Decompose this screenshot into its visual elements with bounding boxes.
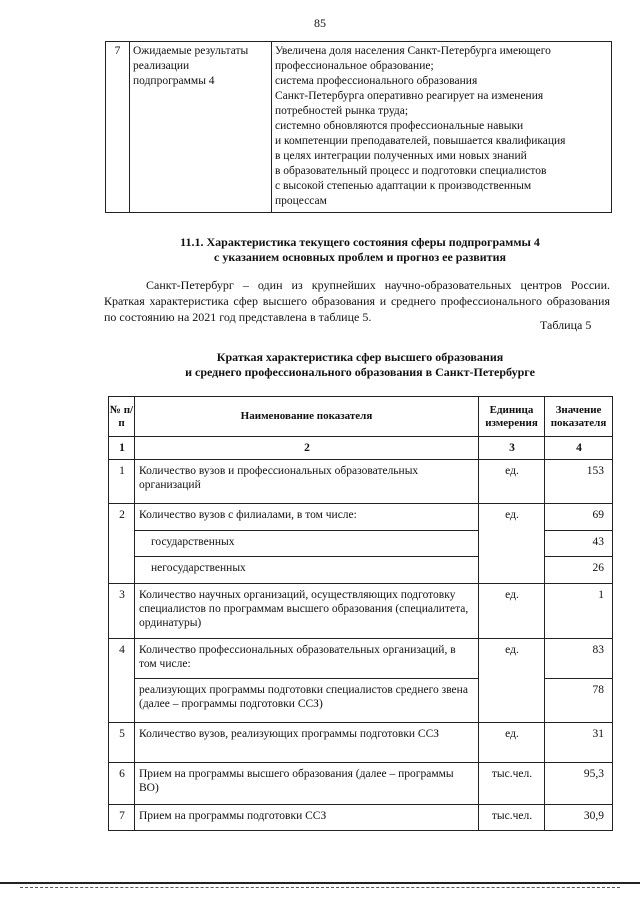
table-row: 3 Количество научных организаций, осуществляющих подготовку специалистов по программам высшего образования (специалитета, ординатуры) ед. 1 bbox=[109, 584, 613, 639]
table-row: реализующих программы подготовки специалистов среднего звена (далее – программы подготовки ССЗ) 78 bbox=[109, 679, 613, 723]
header-name: Наименование показателя bbox=[135, 397, 479, 437]
page-number: 85 bbox=[314, 16, 326, 30]
header-num: № п/п bbox=[109, 397, 135, 437]
page-bottom-rule bbox=[0, 882, 640, 884]
table-header-row bbox=[109, 397, 613, 437]
table-row: государственных 43 bbox=[109, 531, 613, 557]
page-bottom-rule-dashed bbox=[20, 887, 620, 888]
table-row: 4 Количество профессиональных образовательных организаций, в том числе: ед. 83 bbox=[109, 639, 613, 679]
subprogram-results-table bbox=[105, 41, 612, 213]
education-characteristics-table bbox=[108, 396, 613, 831]
intro-paragraph: Санкт-Петербург – один из крупнейших научно-образовательных центров России. Краткая характеристика сфер высшего образования и среднего профессионального образования по состоянию на 2021 год представлена в таблице 5. bbox=[104, 278, 610, 324]
row-text: Увеличена доля населения Санкт-Петербурга имеющего профессиональное образование; система профессионального образования Санкт-Петербурга оперативно реагирует на изменения потребностей рынка труда; системно обновляются профессиональные навыки и компетенции преподавателей, повышается квалификация в целях интеграции полученных ими новых знаний в образовательный процесс и подготовки специалистов с высокой степенью адаптации к производственным процессам bbox=[272, 42, 612, 213]
row-label: Ожидаемые результаты реализации подпрограммы 4 bbox=[130, 42, 272, 213]
section-heading: 11.1. Характеристика текущего состояния сферы подпрограммы 4 с указанием основных проблем и прогноз ее развития bbox=[180, 235, 540, 264]
table-row: 2 Количество вузов с филиалами, в том числе: ед. 69 bbox=[109, 504, 613, 531]
table-row: 6 Прием на программы высшего образования (далее – программы ВО) тыс.чел. 95,3 bbox=[109, 763, 613, 805]
table-row: 7 Прием на программы подготовки ССЗ тыс.чел. 30,9 bbox=[109, 805, 613, 831]
table-row: 5 Количество вузов, реализующих программы подготовки ССЗ ед. 31 bbox=[109, 723, 613, 763]
table-row: 1 Количество вузов и профессиональных образовательных организаций ед. 153 bbox=[109, 460, 613, 504]
table-index-row: 1 2 3 4 bbox=[109, 437, 613, 460]
table-reference: Таблица 5 bbox=[540, 318, 592, 332]
table-row bbox=[106, 42, 612, 213]
row-number: 7 bbox=[106, 42, 130, 213]
table-row: негосударственных 26 bbox=[109, 557, 613, 584]
table-title: Краткая характеристика сфер высшего образования и среднего профессионального образования в Санкт-Петербурге bbox=[185, 350, 535, 379]
header-unit: Единица измерения bbox=[479, 397, 545, 437]
header-value: Значение показателя bbox=[545, 397, 613, 437]
